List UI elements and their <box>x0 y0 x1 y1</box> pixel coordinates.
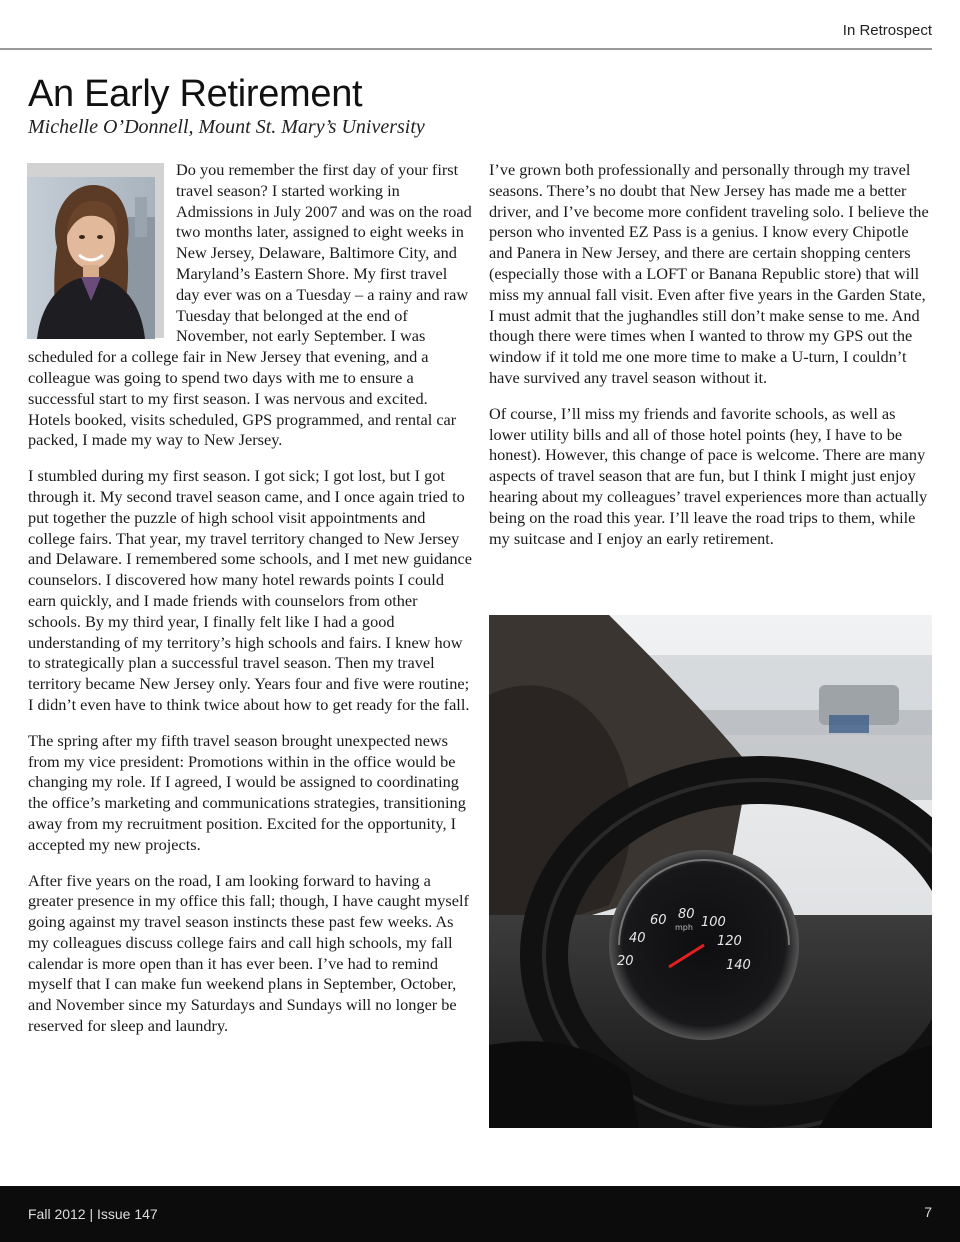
footer-issue-label: Fall 2012 | Issue 147 <box>28 1206 158 1222</box>
article-byline: Michelle O’Donnell, Mount St. Mary’s University <box>28 116 425 138</box>
gauge-tick-40: 40 <box>629 931 646 946</box>
gauge-tick-100: 100 <box>701 915 726 930</box>
gauge-tick-20: 20 <box>617 954 634 969</box>
article-paragraph: I’ve grown both professionally and personally through my travel seasons. There’s no doubt that New Jersey has made me a better driver, and I’ve become more confident traveling solo. I believe the person who invented EZ Pass is a genius. I know every Chipotle and Panera in New Jersey, and there are certain shopping centers (especially those with a LOFT or Banana Republic store) that will miss my annual fall visit. Even after five years in the Garden State, I must admit that the jughandles still don’t make sense to me. And though there were times when I wanted to throw my GPS out the window if it told me one more time to make a U-turn, I couldn’t have survived any travel season without it. <box>489 160 929 387</box>
footer-page-number: 7 <box>924 1204 932 1220</box>
gauge-tick-140: 140 <box>726 958 751 973</box>
article-paragraph: Of course, I’ll miss my friends and favorite schools, as well as lower utility bills and all of those hotel points (hey, I have to be honest). However, this change of pace is welcome. There are many aspects of travel season that are fun, but I think I might just enjoy hearing about my colleagues’ travel experiences more than actually being on the road this year. I’ll leave the road trips to them, while my suitcase and I enjoy an early retirement. <box>489 403 928 548</box>
gauge-tick-80: 80 <box>678 907 695 922</box>
steering-wheel-image <box>489 615 932 1128</box>
gauge-unit-label: mph <box>675 923 693 932</box>
right-column <box>489 160 933 564</box>
article-paragraph: The spring after my fifth travel season brought unexpected news from my vice president: Promotions within in the office would be changing my role. If I agreed, I would be assigned to coordinating the office’s marketing and communications strategies, transitioning away from my recruitment position. Excited for the opportunity, I accepted my new projects. <box>28 730 466 854</box>
article-title: An Early Retirement <box>28 73 363 115</box>
article-paragraph: After five years on the road, I am looking forward to having a greater presence in my office this fall; though, I have caught myself going against my travel season instincts these past few weeks. As my colleagues discuss college fairs and call high schools, my fall calendar is more open than it has ever been. I’ve had to remind myself that I can make fun weekend plans in September, October, and November since my Saturdays and Sundays will no longer be reserved for sleep and laundry. <box>28 870 469 1036</box>
article-paragraph: Do you remember the first day of your first travel season? I started working in Admissions in July 2007 and was on the road two months later, assigned to eight weeks in New Jersey, Delaware, Baltimore City, and Maryland’s Eastern Shore. My first travel day ever was on a Tuesday – a rainy and raw Tuesday that belonged at the end of November, not early September. I was scheduled for a college fair in New Jersey that evening, and a colleague was going to spend two days with me to ensure a successful start to my first season. I was nervous and excited. Hotels booked, visits scheduled, GPS programmed, and rental car packed, I made my way to New Jersey. <box>28 160 472 450</box>
article-paragraph: I stumbled during my first season. I got sick; I got lost, but I got through it. My second travel season came, and I once again tried to put together the puzzle of high school visit appointments and college fairs. That year, my travel territory changed to New Jersey and Delaware. I remembered some schools, and I met new guidance counselors. I discovered how many hotel rewards points I could earn quickly, and I made friends with counselors from other schools. By my third year, I finally felt like I had a good understanding of my territory’s high schools and fairs. I knew how to strategically plan a successful travel season. Then my travel territory became New Jersey only. Years four and five were routine; I didn’t even have to think twice about how to get ready for the fall. <box>28 466 472 714</box>
left-column <box>28 160 474 1052</box>
gauge-tick-60: 60 <box>650 913 667 928</box>
gauge-tick-120: 120 <box>717 934 742 949</box>
header-section-label: In Retrospect <box>842 22 932 39</box>
author-portrait-image <box>27 177 155 339</box>
header-divider <box>0 48 932 50</box>
author-photo-frame <box>27 163 164 338</box>
driving-photo <box>489 615 932 1128</box>
author-photo <box>27 177 155 339</box>
